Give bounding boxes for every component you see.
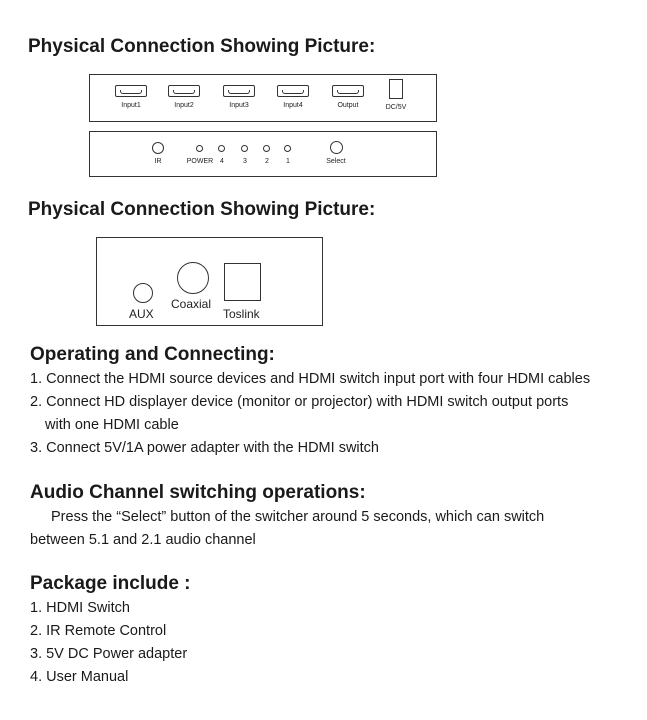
audio-label-aux: AUX xyxy=(129,307,154,321)
audio-switch-title: Audio Channel switching operations: xyxy=(30,482,366,503)
led-3-icon xyxy=(241,145,248,152)
front-label-select: Select xyxy=(326,158,346,165)
operating-step-3: 3. Connect 5V/1A power adapter with the HDMI switch xyxy=(30,440,379,456)
port-label-input4: Input4 xyxy=(283,102,303,109)
operating-title: Operating and Connecting: xyxy=(30,344,275,365)
aux-jack-icon xyxy=(133,283,153,303)
section-title-connection: Physical Connection Showing Picture: xyxy=(28,36,376,57)
front-label-led-4: 4 xyxy=(220,158,224,165)
front-panel-diagram xyxy=(89,131,437,177)
port-label-input3: Input3 xyxy=(229,102,249,109)
select-button-icon xyxy=(330,141,343,154)
port-label-dc5v: DC/5V xyxy=(385,104,407,111)
coaxial-jack-icon xyxy=(177,262,209,294)
package-item-1: 1. HDMI Switch xyxy=(30,600,130,616)
package-item-4: 4. User Manual xyxy=(30,669,129,685)
package-item-2: 2. IR Remote Control xyxy=(30,623,167,639)
hdmi-input2-port-icon xyxy=(168,85,200,97)
toslink-port-icon xyxy=(224,263,261,301)
power-led-icon xyxy=(196,145,203,152)
port-label-input2: Input2 xyxy=(174,102,194,109)
operating-step-2-cont: with one HDMI cable xyxy=(45,417,179,433)
led-4-icon xyxy=(218,145,225,152)
front-label-ir: IR xyxy=(154,158,162,165)
hdmi-input1-port-icon xyxy=(115,85,147,97)
package-item-3: 3. 5V DC Power adapter xyxy=(30,646,188,662)
led-1-icon xyxy=(284,145,291,152)
audio-label-toslink: Toslink xyxy=(223,307,260,321)
audio-switch-line-2: between 5.1 and 2.1 audio channel xyxy=(30,532,256,548)
audio-switch-line-1: Press the “Select” button of the switcher around 5 seconds, which can switch xyxy=(51,509,545,525)
dc-power-jack-icon xyxy=(389,79,403,99)
front-label-led-2: 2 xyxy=(265,158,269,165)
led-2-icon xyxy=(263,145,270,152)
hdmi-input4-port-icon xyxy=(277,85,309,97)
front-label-power: POWER xyxy=(186,158,214,165)
hdmi-input3-port-icon xyxy=(223,85,255,97)
audio-label-coaxial: Coaxial xyxy=(171,297,212,311)
package-title: Package include : xyxy=(30,573,191,594)
audio-panel-diagram xyxy=(96,237,323,326)
ir-receiver-icon xyxy=(152,142,164,154)
operating-step-2: 2. Connect HD displayer device (monitor or projector) with HDMI switch output ports xyxy=(30,394,569,410)
hdmi-output-port-icon xyxy=(332,85,364,97)
port-label-output: Output xyxy=(337,102,359,109)
section-title-audio-connection: Physical Connection Showing Picture: xyxy=(28,199,376,220)
front-label-led-3: 3 xyxy=(243,158,247,165)
port-label-input1: Input1 xyxy=(121,102,141,109)
rear-panel-diagram xyxy=(89,74,437,122)
front-label-led-1: 1 xyxy=(286,158,290,165)
operating-step-1: 1. Connect the HDMI source devices and HDMI switch input port with four HDMI cables xyxy=(30,371,591,387)
